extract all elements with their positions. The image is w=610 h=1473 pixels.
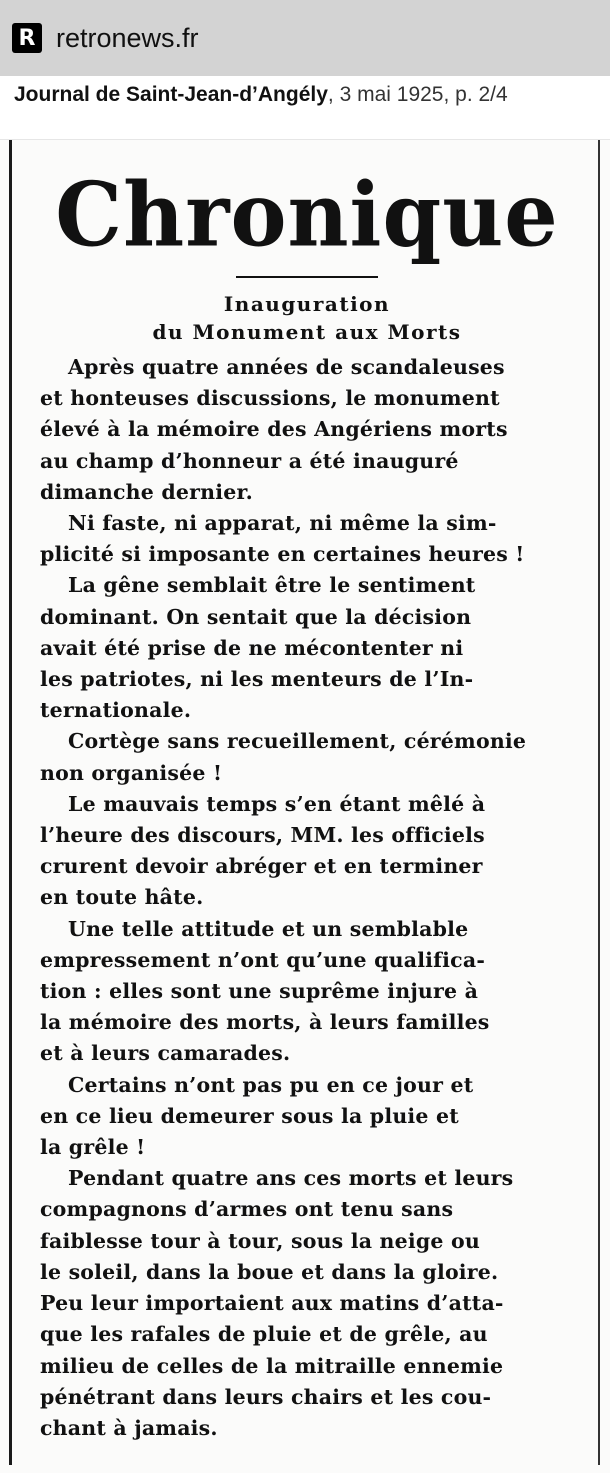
text-line: et à leurs camarades. bbox=[40, 1041, 291, 1066]
site-name[interactable]: retronews.fr bbox=[56, 22, 199, 53]
text-line: Ni faste, ni apparat, ni même la sim- bbox=[68, 511, 497, 536]
column-rule-right bbox=[598, 140, 600, 1465]
text-line: non organisée ! bbox=[40, 760, 223, 785]
text-line: la grêle ! bbox=[40, 1135, 146, 1160]
text-line: Le mauvais temps s’en étant mêlé à bbox=[68, 791, 486, 816]
text-line: plicité si imposante en certaines heures ! bbox=[40, 542, 525, 567]
retronews-logo-icon[interactable]: R bbox=[12, 23, 42, 53]
top-bar bbox=[0, 0, 610, 76]
paragraph bbox=[40, 789, 574, 914]
text-line: crurent devoir abréger et en terminer bbox=[40, 854, 483, 879]
paragraph bbox=[40, 726, 574, 788]
article-title: Chronique bbox=[55, 162, 559, 267]
text-line: La gêne semblait être le sentiment bbox=[68, 573, 476, 598]
heading-line: du Monument aux Morts bbox=[152, 320, 462, 344]
text-line: Après quatre années de scandaleuses bbox=[68, 355, 505, 379]
paragraph bbox=[40, 570, 574, 726]
text-line: Une telle attitude et un semblable bbox=[68, 916, 469, 941]
issue-details: , 3 mai 1925, p. 2/4 bbox=[327, 83, 508, 106]
article-heading bbox=[40, 290, 574, 346]
text-line: chant à jamais. bbox=[40, 1415, 218, 1440]
text-line: l’heure des discours, MM. les officiels bbox=[40, 823, 485, 848]
text-line: milieu de celles de la mitraille ennemie bbox=[40, 1353, 504, 1378]
heading-line: Inauguration bbox=[223, 292, 391, 316]
journal-name: Journal de Saint-Jean-d’Angély bbox=[14, 83, 328, 106]
text-line: compagnons d’armes ont tenu sans bbox=[40, 1197, 454, 1222]
article-body bbox=[40, 352, 574, 1444]
text-line: en ce lieu demeurer sous la pluie et bbox=[40, 1103, 459, 1128]
text-line: Certains n’ont pas pu en ce jour et bbox=[68, 1072, 474, 1097]
text-line: Pendant quatre ans ces morts et leurs bbox=[68, 1166, 514, 1191]
newspaper-scan bbox=[0, 140, 610, 1473]
text-line: dimanche dernier. bbox=[40, 479, 253, 504]
article-column bbox=[40, 140, 574, 1444]
paragraph bbox=[40, 352, 574, 508]
text-line: Peu leur importaient aux matins d’atta- bbox=[40, 1291, 504, 1316]
text-line: les patriotes, ni les menteurs de l’In- bbox=[40, 667, 474, 692]
text-line: avait été prise de ne mécontenter ni bbox=[40, 635, 464, 660]
title-rule bbox=[236, 276, 378, 278]
text-line: tion : elles sont une suprême injure à bbox=[40, 979, 479, 1004]
text-line: et honteuses discussions, le monument bbox=[40, 386, 500, 411]
paragraph bbox=[40, 508, 574, 570]
text-line: la mémoire des morts, à leurs familles bbox=[40, 1010, 490, 1035]
text-line: dominant. On sentait que la décision bbox=[40, 604, 472, 629]
paragraph bbox=[40, 1070, 574, 1164]
paragraph bbox=[40, 914, 574, 1070]
column-rule-left bbox=[9, 140, 12, 1465]
document-caption bbox=[14, 78, 610, 112]
text-line: ternationale. bbox=[40, 698, 192, 723]
text-line: élevé à la mémoire des Angériens morts bbox=[40, 417, 508, 442]
text-line: que les rafales de pluie et de grêle, au bbox=[40, 1322, 488, 1347]
text-line: en toute hâte. bbox=[40, 885, 204, 910]
text-line: pénétrant dans leurs chairs et les cou- bbox=[40, 1384, 492, 1409]
paragraph bbox=[40, 1163, 574, 1444]
text-line: le soleil, dans la boue et dans la gloire. bbox=[40, 1259, 499, 1284]
text-line: Cortège sans recueillement, cérémonie bbox=[68, 729, 527, 754]
text-line: au champ d’honneur a été inauguré bbox=[40, 448, 459, 473]
text-line: empressement n’ont qu’une qualifica- bbox=[40, 947, 486, 972]
text-line: faiblesse tour à tour, sous la neige ou bbox=[40, 1228, 480, 1253]
